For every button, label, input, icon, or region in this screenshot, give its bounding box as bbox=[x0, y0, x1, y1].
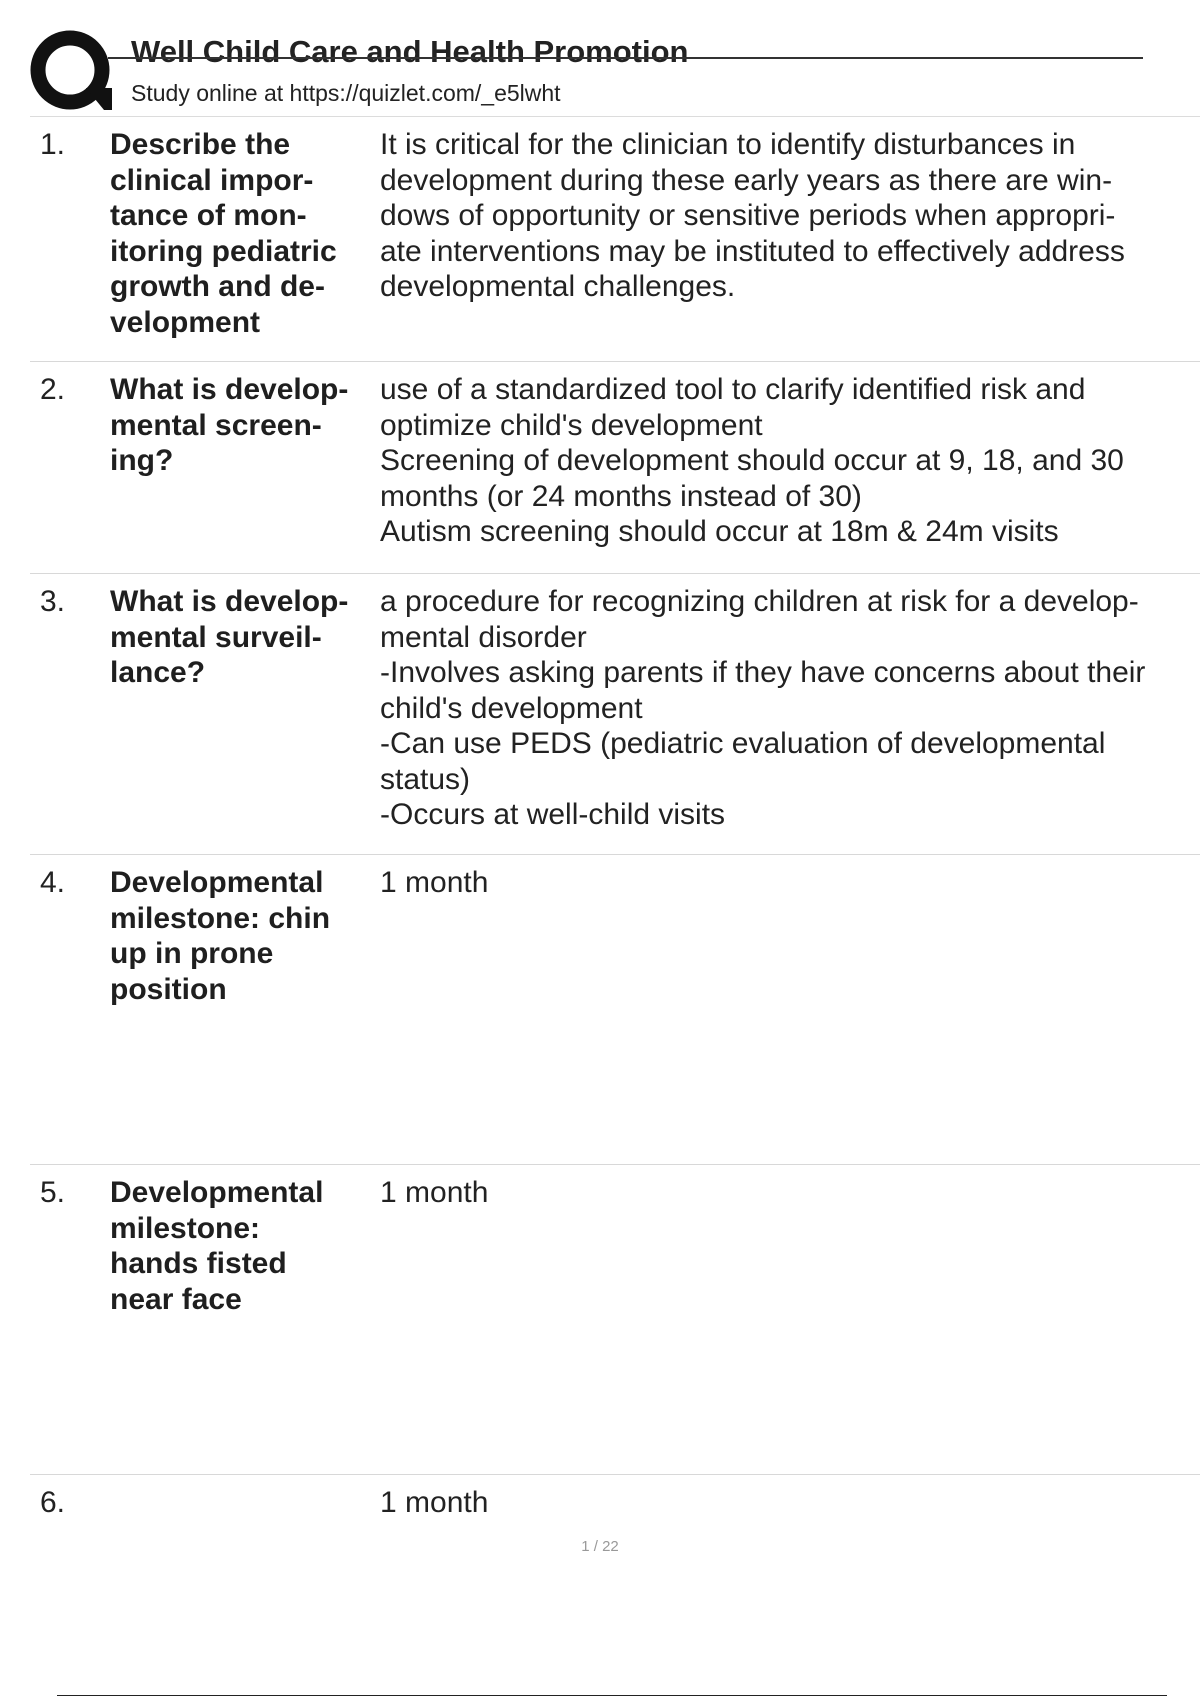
card-number: 2. bbox=[40, 373, 66, 406]
page-number: 1 / 22 bbox=[581, 1538, 619, 1555]
title-rule bbox=[108, 57, 1143, 59]
card-definition: use of a standardized tool to clarify identified risk and optimize child's development Screening of development should occur at 9, 18, and 30 months (or 24 months instead of 30) Autism screening should occur at 18m & 24m visits bbox=[380, 373, 1124, 548]
card-number: 4. bbox=[40, 866, 66, 899]
card-number: 3. bbox=[40, 585, 66, 618]
flashcard-row bbox=[30, 855, 1200, 1165]
card-term: What is develop- mental surveil- lance? bbox=[110, 585, 349, 689]
quizlet-logo-icon bbox=[30, 30, 114, 114]
card-definition: 1 month bbox=[380, 1486, 489, 1519]
card-definition: a procedure for recognizing children at risk for a develop- mental disorder -Involves asking parents if they have concerns about their child's development -Can use PEDS (pediatric evaluation of developmental status) -Occurs at well-child visits bbox=[380, 585, 1146, 831]
flashcard-list bbox=[30, 117, 1200, 1555]
card-number: 1. bbox=[40, 128, 66, 161]
card-term: Describe the clinical impor- tance of mon- itoring pediatric growth and de- velopment bbox=[110, 128, 337, 339]
card-number: 5. bbox=[40, 1176, 66, 1209]
card-definition: It is critical for the clinician to identify disturbances in development during these early years as there are win- dows of opportunity or sensitive periods when appropri- ate interventions may be instituted to effectively address developmental challenges. bbox=[380, 128, 1125, 303]
flashcard-row bbox=[30, 117, 1200, 362]
card-term: Developmental milestone: hands fisted near face bbox=[110, 1176, 324, 1316]
document-title: Well Child Care and Health Promotion bbox=[131, 34, 689, 69]
card-term: What is develop- mental screen- ing? bbox=[110, 373, 349, 477]
card-term: Developmental milestone: chin up in prone position bbox=[110, 866, 331, 1006]
card-definition: 1 month bbox=[380, 1176, 489, 1209]
flashcard-row bbox=[30, 362, 1200, 574]
study-online-link[interactable]: Study online at https://quizlet.com/_e5lwht bbox=[131, 80, 561, 106]
card-definition: 1 month bbox=[380, 866, 489, 899]
page-header bbox=[0, 0, 1200, 120]
flashcard-row bbox=[30, 574, 1200, 855]
card-number: 6. bbox=[40, 1486, 66, 1519]
flashcard-row bbox=[30, 1165, 1200, 1475]
footer-rule bbox=[57, 1695, 1167, 1696]
